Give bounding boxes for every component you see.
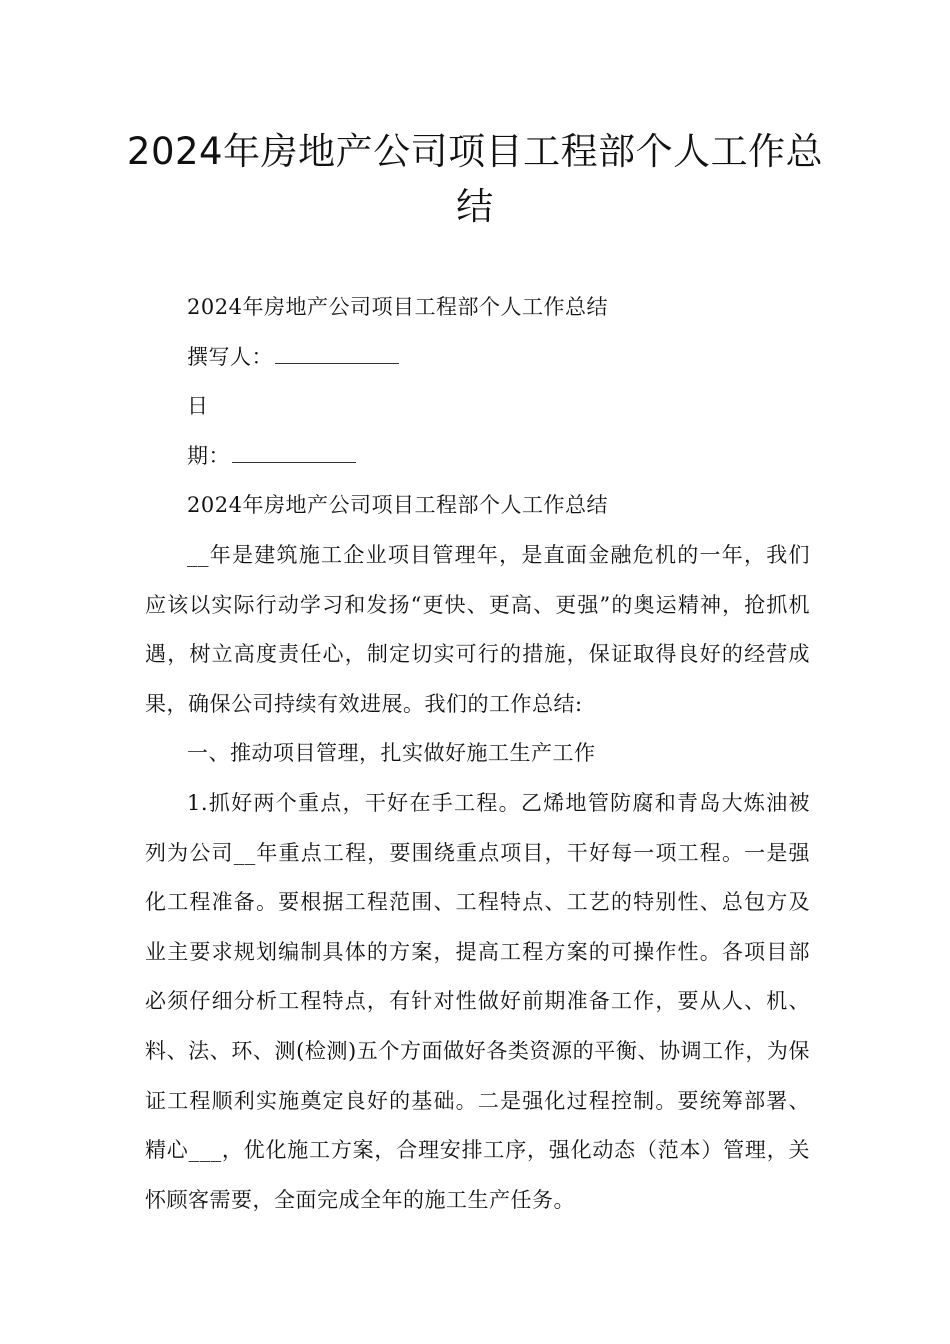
paragraph-1: 1.抓好两个重点，干好在手工程。乙烯地管防腐和青岛大炼油被列为公司__年重点工程，要围绕重点项目，干好每一项工程。一是强化工程准备。要根据工程范围、工程特点、工艺的特别性、总包方及业主要求规划编制具体的方案，提高工程方案的可操作性。各项目部必须仔细分析工程特点，有针对性做好前期准备工作，要从人、机、料、法、环、测(检测)五个方面做好各类资源的平衡、协调工作，为保证工程顺利实施奠定良好的基础。二是强化过程控制。要统筹部署、精心___，优化施工方案，合理安排工序，强化动态（范本）管理，关怀顾客需要，全面完成全年的施工生产任务。 xyxy=(145,790,810,1212)
author-line xyxy=(145,333,810,383)
author-label: 撰写人： xyxy=(187,344,273,369)
intro-paragraph: __年是建筑施工企业项目管理年，是直面金融危机的一年，我们应该以实际行动学习和发扬“更快、更高、更强”的奥运精神，抢抓机遇，树立高度责任心，制定切实可行的措施，保证取得良好的经营成果，确保公司持续有效进展。我们的工作总结: xyxy=(145,542,810,716)
heading-repeat: 2024年房地产公司项目工程部个人工作总结 xyxy=(187,493,608,518)
author-blank xyxy=(275,343,399,364)
date-blank xyxy=(232,442,356,463)
document-title: 2024年房地产公司项目工程部个人工作总结 xyxy=(126,130,824,228)
section-1-heading: 一、推动项目管理，扎实做好施工生产工作 xyxy=(187,741,596,766)
document-body xyxy=(145,283,810,1225)
subtitle-line: 2024年房地产公司项目工程部个人工作总结 xyxy=(187,295,608,319)
date-label-line1: 日 xyxy=(187,394,209,419)
date-label: 期： xyxy=(187,443,230,468)
date-line xyxy=(145,432,810,482)
